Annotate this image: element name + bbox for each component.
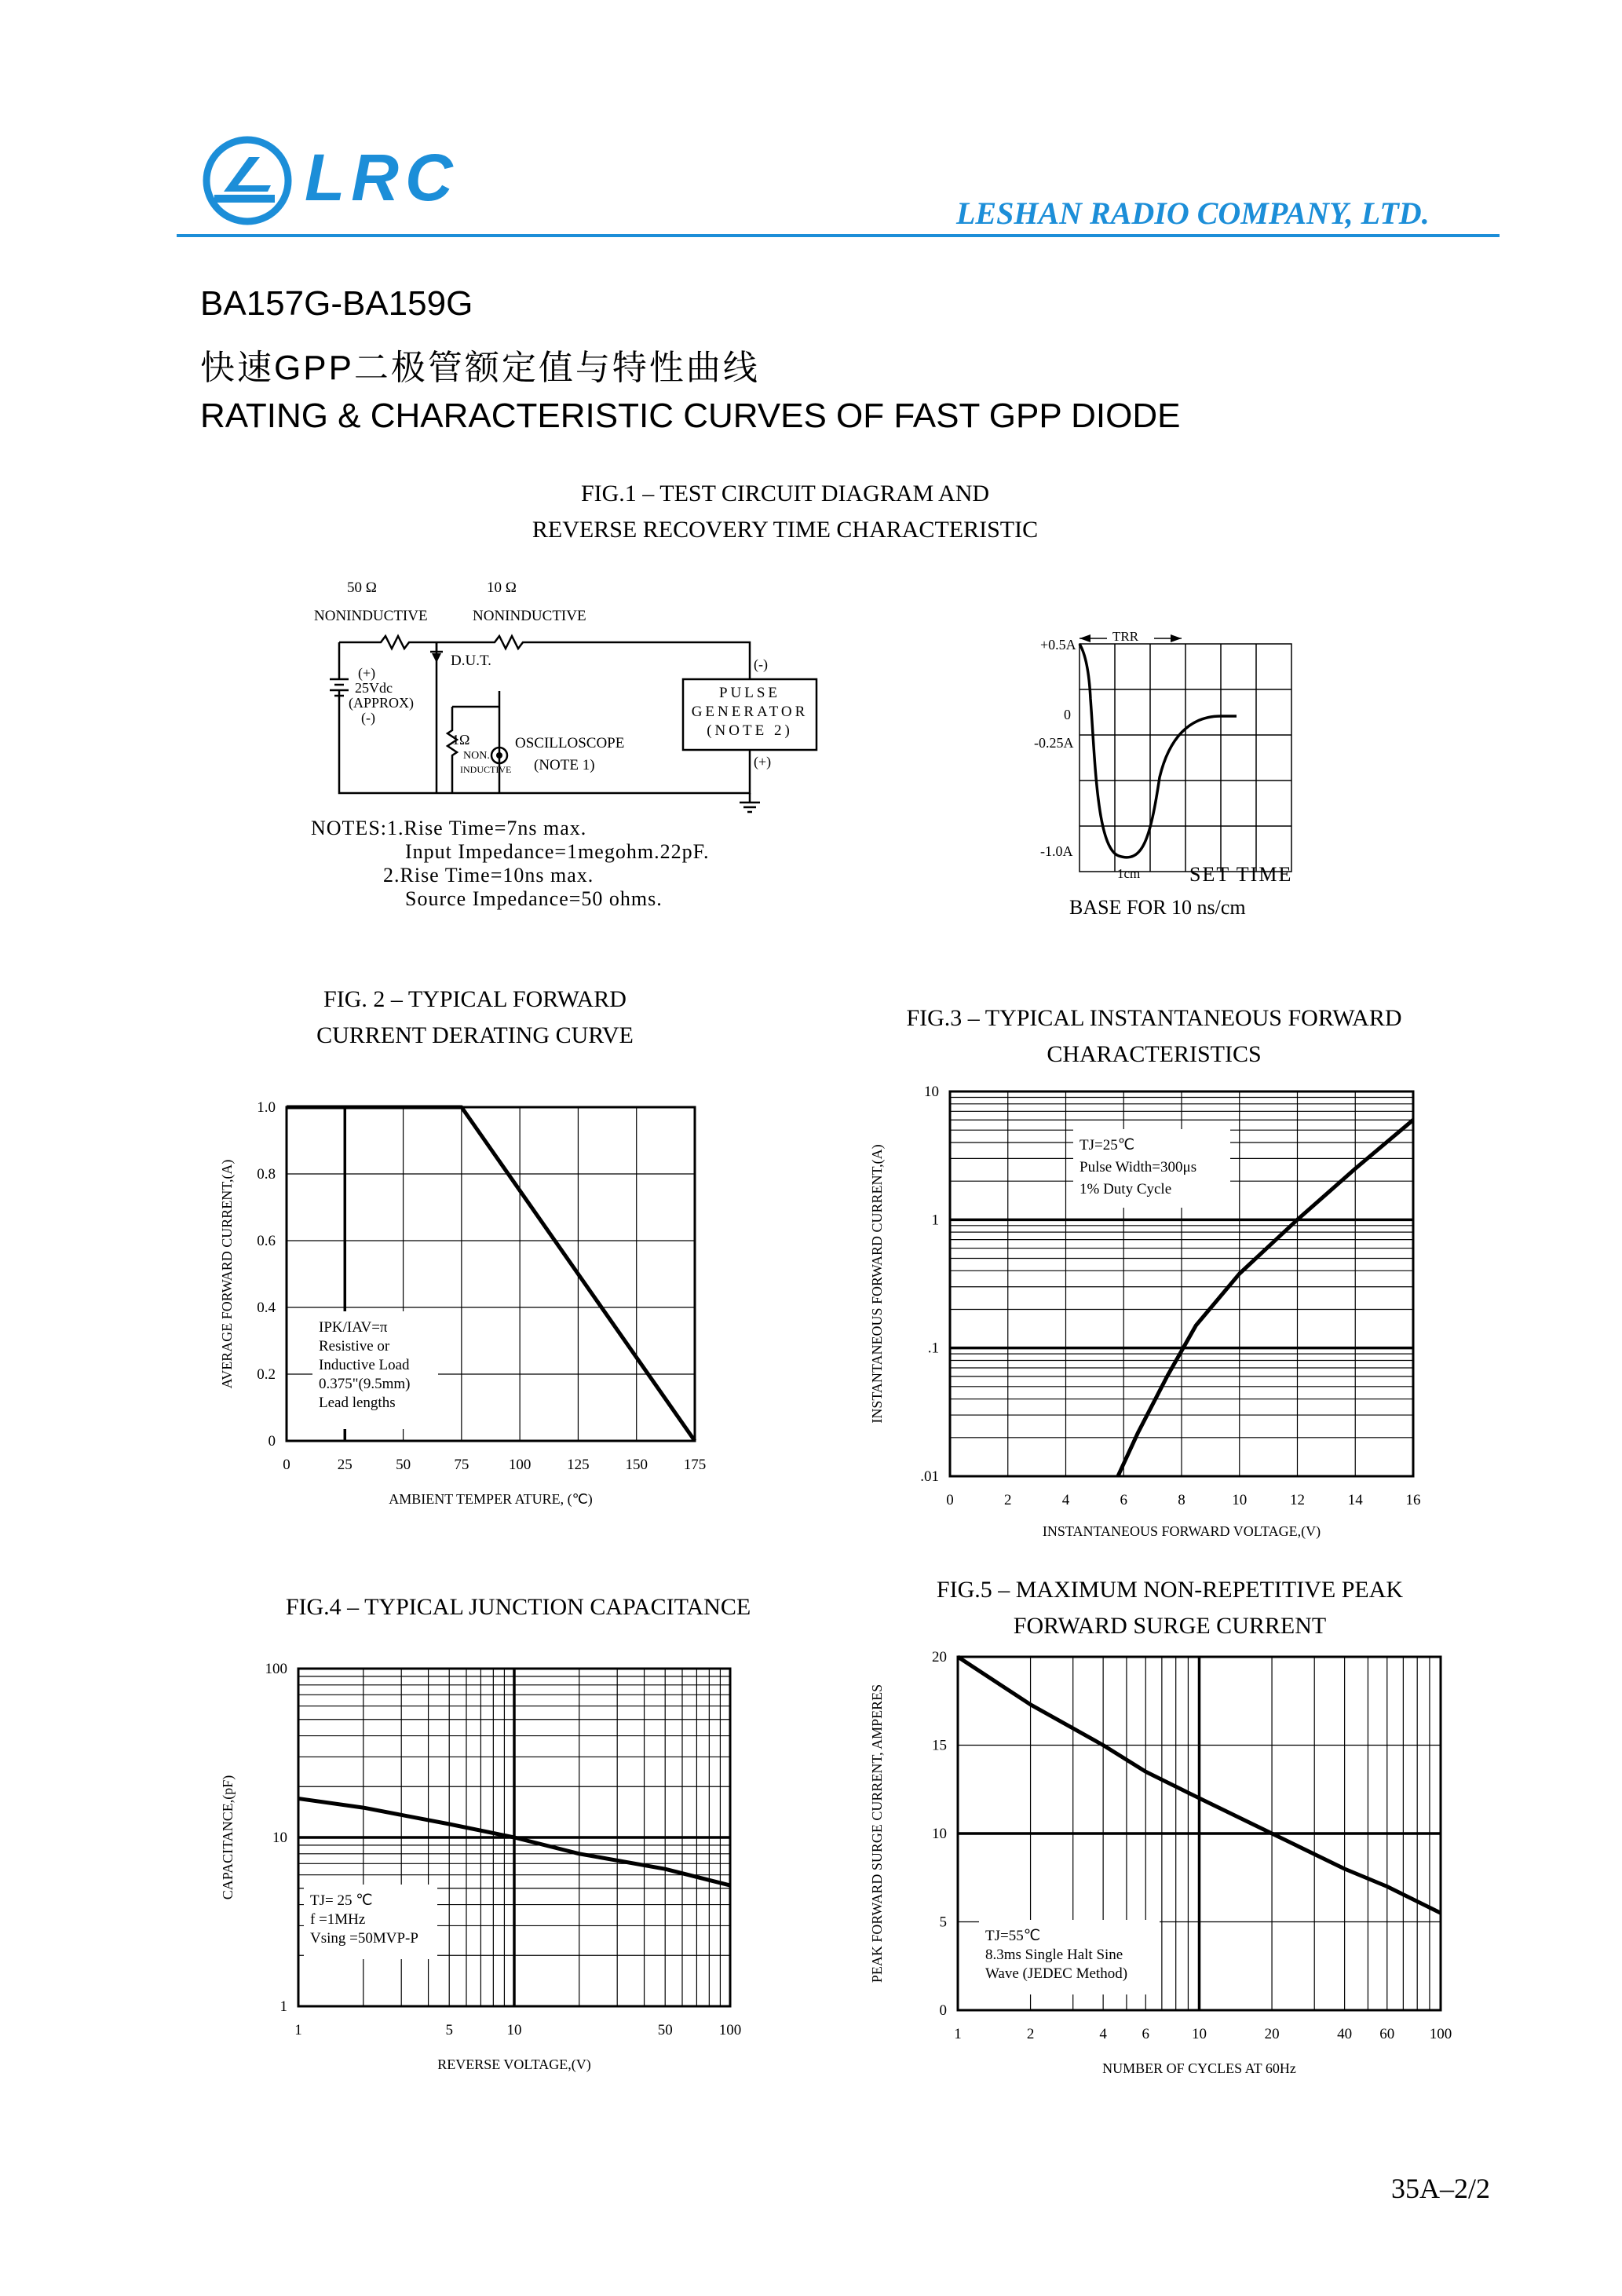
company-name: LESHAN RADIO COMPANY, LTD. <box>956 196 1430 231</box>
fig2-caption-line2: CURRENT DERATING CURVE <box>316 1022 634 1048</box>
y-tick-label: 0.6 <box>257 1233 276 1249</box>
fig2-caption <box>212 982 738 1054</box>
x-tick-label: 0 <box>283 1457 290 1473</box>
y-axis-label: AVERAGE FORWARD CURRENT,(A) <box>219 1159 235 1389</box>
x-axis-label: INSTANTANEOUS FORWARD VOLTAGE,(V) <box>1042 1523 1321 1539</box>
header-rule <box>177 234 1500 237</box>
legend-text: 1% Duty Cycle <box>1080 1181 1172 1197</box>
legend-text: Pulse Width=300μs <box>1080 1159 1197 1175</box>
y-tick-label: 5 <box>939 1914 947 1931</box>
note-line: NOTES:1.Rise Time=7ns max. <box>311 817 587 839</box>
fig1-caption <box>440 476 1131 548</box>
r50-label: 50 Ω <box>347 579 377 596</box>
y-tick-label: .01 <box>920 1468 939 1485</box>
inductive-label: INDUCTIVE <box>460 764 512 775</box>
fig5-caption-line2: FORWARD SURGE CURRENT <box>1013 1613 1327 1639</box>
legend-text: TJ= 25 ℃ <box>310 1892 373 1909</box>
x-tick-label: 2 <box>1026 2026 1035 2042</box>
legend-text: Inductive Load <box>319 1357 410 1373</box>
non-label: NON. <box>463 750 490 762</box>
x-tick-label: 6 <box>1120 1492 1127 1508</box>
wave-label: -1.0A <box>1040 843 1073 859</box>
wave-label: 0 <box>1064 707 1071 722</box>
fig2-caption-line1: FIG. 2 – TYPICAL FORWARD <box>323 986 627 1012</box>
brand-name: LRC <box>305 141 459 214</box>
r50-type: NONINDUCTIVE <box>314 608 428 624</box>
scope-note: (NOTE 1) <box>534 757 595 773</box>
x-tick-label: 100 <box>718 2022 742 2038</box>
x-tick-label: 16 <box>1405 1492 1421 1508</box>
approx-label: (APPROX) <box>349 695 415 711</box>
y-axis-label: INSTANTANEOUS FORWARD CURRENT,(A) <box>869 1144 885 1424</box>
plus-label: (+) <box>358 665 376 681</box>
x-tick-label: 125 <box>567 1457 590 1473</box>
y-tick-label: 0.4 <box>257 1300 276 1316</box>
x-tick-label: 175 <box>683 1457 707 1473</box>
x-tick-label: 2 <box>1004 1492 1012 1508</box>
recovery-curve <box>1080 644 1237 857</box>
legend-text: IPK/IAV=π <box>319 1319 388 1336</box>
set-time-label: SET TIME <box>1189 863 1293 886</box>
fig3-chart <box>860 1076 1456 1547</box>
y-tick-label: 10 <box>272 1830 287 1846</box>
fig3-caption-line1: FIG.3 – TYPICAL INSTANTANEOUS FORWARD <box>906 1005 1402 1031</box>
r1-label: 1Ω <box>452 732 470 748</box>
vdc-label: 25Vdc <box>355 680 393 696</box>
y-tick-label: 1 <box>931 1212 939 1229</box>
y-tick-label: 0 <box>939 2002 947 2019</box>
legend-text: Resistive or <box>319 1338 390 1355</box>
x-axis-label: REVERSE VOLTAGE,(V) <box>437 2057 591 2072</box>
note-line: Input Impedance=1megohm.22pF. <box>405 840 710 863</box>
minus-label: (-) <box>361 710 375 726</box>
x-tick-label: 0 <box>946 1492 954 1508</box>
x-axis-label: NUMBER OF CYCLES AT 60Hz <box>1102 2060 1296 2076</box>
legend-text: f =1MHz <box>310 1911 366 1928</box>
part-number: BA157G-BA159G <box>200 284 473 323</box>
x-tick-label: 8 <box>1178 1492 1185 1508</box>
lrc-logo-icon <box>200 133 294 228</box>
fig1-caption-line2: REVERSE RECOVERY TIME CHARACTERISTIC <box>532 517 1039 543</box>
y-tick-label: 10 <box>924 1084 939 1100</box>
trr-label: TRR <box>1112 629 1139 644</box>
x-tick-label: 12 <box>1290 1492 1305 1508</box>
cm-label: 1cm <box>1117 866 1141 881</box>
wave-label: +0.5A <box>1040 637 1076 653</box>
x-tick-label: 100 <box>1429 2026 1452 2042</box>
legend-text: Wave (JEDEC Method) <box>985 1965 1128 1982</box>
x-tick-label: 4 <box>1061 1492 1070 1508</box>
y-tick-label: 10 <box>932 1826 947 1842</box>
x-tick-label: 10 <box>1192 2026 1207 2042</box>
x-tick-label: 100 <box>508 1457 532 1473</box>
legend-text: Lead lengths <box>319 1395 396 1411</box>
x-tick-label: 60 <box>1379 2026 1395 2042</box>
diode-icon <box>432 653 441 663</box>
fig5-caption-line1: FIG.5 – MAXIMUM NON-REPETITIVE PEAK <box>936 1577 1404 1603</box>
fig3-caption <box>856 1000 1452 1073</box>
gen-line1: PULSE <box>718 685 781 701</box>
x-tick-label: 10 <box>506 2022 522 2038</box>
gen-line2: GENERATOR <box>691 704 809 720</box>
english-title: RATING & CHARACTERISTIC CURVES OF FAST GPP DIODE <box>200 397 1181 435</box>
x-tick-label: 40 <box>1337 2026 1353 2042</box>
x-tick-label: 1 <box>294 2022 302 2038</box>
legend-text: 0.375"(9.5mm) <box>319 1376 411 1392</box>
legend-text: 8.3ms Single Halt Sine <box>985 1947 1123 1963</box>
fig1-notes <box>311 817 709 911</box>
dut-label: D.U.T. <box>451 653 491 669</box>
fig4-caption <box>236 1589 801 1625</box>
gen-line3: (NOTE 2) <box>707 722 793 739</box>
fig5-chart <box>860 1641 1472 2097</box>
scope-label: OSCILLOSCOPE <box>515 735 625 751</box>
page-number: 35A–2/2 <box>1391 2173 1490 2204</box>
fig3-caption-line2: CHARACTERISTICS <box>1047 1041 1262 1067</box>
y-tick-label: 0 <box>268 1433 276 1450</box>
x-tick-label: 25 <box>337 1457 353 1473</box>
fig1-caption-line1: FIG.1 – TEST CIRCUIT DIAGRAM AND <box>580 481 990 506</box>
x-tick-label: 50 <box>657 2022 673 2038</box>
y-tick-label: 0.8 <box>257 1166 276 1183</box>
wave-label: -0.25A <box>1034 735 1074 751</box>
legend-text: TJ=55℃ <box>985 1928 1041 1944</box>
note-line: Source Impedance=50 ohms. <box>405 887 663 910</box>
y-tick-label: 0.2 <box>257 1366 276 1383</box>
x-tick-label: 150 <box>625 1457 648 1473</box>
fig4-caption-line1: FIG.4 – TYPICAL JUNCTION CAPACITANCE <box>285 1594 751 1620</box>
chinese-title: 快速GPP二极管额定值与特性曲线 <box>200 349 760 387</box>
x-tick-label: 10 <box>1232 1492 1248 1508</box>
fig1-waveform <box>985 620 1315 919</box>
y-tick-label: 100 <box>265 1661 287 1677</box>
x-tick-label: 14 <box>1347 1492 1363 1508</box>
x-tick-label: 75 <box>454 1457 469 1473</box>
x-tick-label: 50 <box>396 1457 411 1473</box>
y-axis-label: PEAK FORWARD SURGE CURRENT, AMPERES <box>869 1684 885 1983</box>
fig2-chart <box>200 1084 750 1523</box>
x-tick-label: 5 <box>445 2022 453 2038</box>
r10-type: NONINDUCTIVE <box>473 608 586 624</box>
y-tick-label: 20 <box>932 1649 947 1665</box>
legend-text: TJ=25℃ <box>1080 1137 1135 1153</box>
x-tick-label: 6 <box>1142 2026 1150 2042</box>
x-axis-label: AMBIENT TEMPER ATURE, (℃) <box>389 1491 593 1507</box>
r10-label: 10 Ω <box>487 579 517 596</box>
fig4-chart <box>212 1657 762 2097</box>
note-line: 2.Rise Time=10ns max. <box>383 864 594 887</box>
y-tick-label: 1 <box>279 1998 287 2015</box>
x-tick-label: 4 <box>1099 2026 1107 2042</box>
gen-minus: (-) <box>754 656 768 672</box>
base-label: BASE FOR 10 ns/cm <box>1069 896 1246 919</box>
x-tick-label: 1 <box>954 2026 962 2042</box>
y-tick-label: .1 <box>927 1340 939 1357</box>
fig5-caption <box>871 1572 1468 1644</box>
y-axis-label: CAPACITANCE,(pF) <box>220 1775 236 1900</box>
y-tick-label: 1.0 <box>257 1099 276 1116</box>
y-tick-label: 15 <box>932 1737 947 1754</box>
x-tick-label: 20 <box>1264 2026 1280 2042</box>
legend-text: Vsing =50MVP-P <box>310 1930 418 1947</box>
gen-plus: (+) <box>754 754 772 770</box>
